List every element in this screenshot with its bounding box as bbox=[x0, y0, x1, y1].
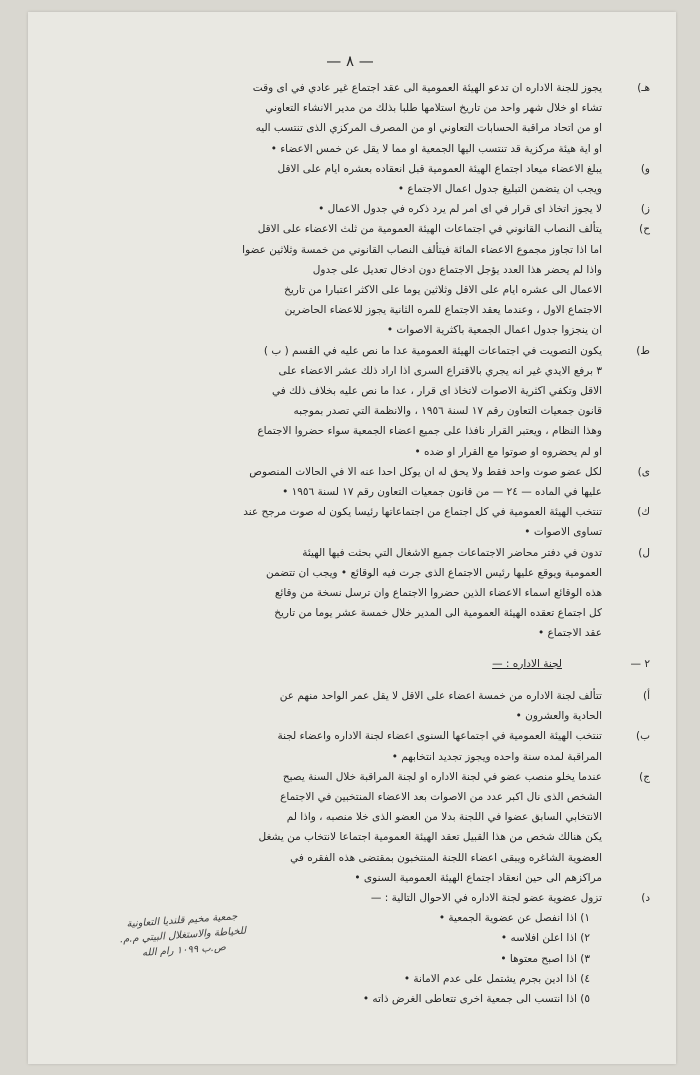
clause-marker: ى) bbox=[637, 465, 650, 478]
clause-waw bbox=[50, 159, 650, 199]
condition-item: ٤) اذا ادين بجرم يشتمل على عدم الامانة • bbox=[403, 972, 590, 985]
clause-line: اما اذا تجاوز مجموع الاعضاء المائة فيتألف النصاب القانوني من خمسة وثلاثين عضوا bbox=[242, 243, 602, 256]
clause-line: الاقل وتكفي اكثرية الاصوات لاتخاذ اى قرار ، عدا ما نص عليه بخلاف ذلك في bbox=[271, 385, 602, 398]
clause-marker: أ) bbox=[642, 689, 650, 702]
clause-line: ٣ برفع الايدي غير انه يجري بالاقتراع السرى اذا اراد ذلك عشر الاعضاء على bbox=[278, 364, 602, 377]
clause-line: تتألف لجنة الاداره من خمسة اعضاء على الاقل لا يقل عمر الواحد منهم عن bbox=[279, 689, 602, 702]
clause-marker: ز) bbox=[640, 203, 650, 216]
condition-item: ٢) اذا اعلن افلاسه • bbox=[500, 932, 590, 945]
clause-line: يجوز للجنة الاداره ان تدعو الهيئة العمومية الى عقد اجتماع غير عادي في اى وقت bbox=[252, 82, 602, 94]
section-title: لجنة الاداره : — bbox=[492, 657, 562, 670]
clause-line: ويجب ان يتضمن التبليغ جدول اعمال الاجتماع • bbox=[397, 183, 602, 196]
condition-item: ٥) اذا انتسب الى جمعية اخرى تتعاطى الغرض ذاته • bbox=[362, 992, 590, 1005]
clause-line: المراقبة لمده سنة واحده ويجوز تجديد انتخابهم • bbox=[391, 750, 602, 763]
clause-line: او من اتحاد مراقبة الحسابات التعاوني او من المصرف المركزي الذى تنتسب اليه bbox=[255, 122, 602, 135]
clause-line: الاجتماع الاول ، وعندما يعقد الاجتماع للمره الثانية يجوز للاعضاء الحاضرين bbox=[284, 304, 602, 317]
clause-kaf bbox=[50, 502, 650, 542]
clause-line: عقد الاجتماع • bbox=[537, 627, 602, 640]
clause-marker: ل) bbox=[638, 546, 650, 559]
clause-line: كل اجتماع تعقده الهيئة العمومية الى المدير خلال خمسة عشر يوما من تاريخ bbox=[274, 607, 602, 620]
clause-line: تدون في دفتر محاضر الاجتماعات جميع الاشغال التي بحثت فيها الهيئة bbox=[302, 546, 602, 559]
page-number: — ٨ — bbox=[326, 52, 374, 70]
clause-line: الانتخابي السابق عضوا في اللجنة بدلا من العضو الذى خلا منصبه ، واذا لم bbox=[286, 811, 602, 824]
clause-line: تنتخب الهيئة العمومية في كل اجتماع من اجتماعاتها رئيسا يكون له صوت مرجح عند bbox=[243, 506, 602, 519]
section-number: ٢ — bbox=[630, 657, 650, 670]
clause-line: يكن هنالك شخص من هذا القبيل تعقد الهيئة العمومية اجتماعا لانتخاب من يشغل bbox=[258, 831, 602, 844]
stamp-line: للخياطة والاستغلال البيتي م.م. bbox=[119, 925, 247, 946]
clause-line: قانون جمعيات التعاون رقم ١٧ لسنة ١٩٥٦ ، والانظمة التي تصدر بموجبه bbox=[293, 405, 602, 418]
document-body bbox=[50, 78, 650, 1009]
stamp-line: ص.ب ١٠٩٩ رام الله bbox=[141, 942, 227, 959]
clause-line: او لم يحضروه او صوتوا مع القرار او ضده • bbox=[414, 445, 602, 458]
clause-line: لا يجوز اتخاذ اى قرار في اى امر لم يرد ذكره في جدول الاعمال • bbox=[318, 203, 602, 216]
clause-line: الشخص الذى نال اكبر عدد من الاصوات بعد الاعضاء المنتخبين في الاجتماع bbox=[280, 790, 602, 803]
clause-ha bbox=[50, 219, 650, 340]
clause-line: العضوية الشاغره ويبقى اعضاء اللجنة المنتخبون بمقتضى هذه الفقره في bbox=[290, 851, 602, 864]
clause-marker: ج) bbox=[639, 770, 650, 783]
clause-marker: هـ) bbox=[637, 82, 650, 94]
clause-dal bbox=[50, 888, 650, 908]
clause-jim bbox=[50, 767, 650, 888]
clause-line: يتألف النصاب القانوني في اجتماعات الهيئة العمومية من ثلث الاعضاء على الاقل bbox=[257, 223, 602, 236]
clause-line: العمومية ويوقع عليها رئيس الاجتماع الذى جرت فيه الوقائع • ويجب ان تتضمن bbox=[265, 566, 602, 579]
clause-zay bbox=[50, 199, 650, 219]
clause-ta bbox=[50, 341, 650, 462]
clause-line: يكون التصويت في اجتماعات الهيئة العمومية عدا ما نص عليه في القسم ( ب ) bbox=[263, 344, 602, 357]
clause-line: واذا لم يحضر هذا العدد يؤجل الاجتماع دون ادخال تعديل على جدول bbox=[312, 263, 602, 276]
clause-marker: ح) bbox=[639, 223, 650, 236]
clause-marker: ط) bbox=[636, 344, 650, 357]
clause-line: الاعمال الى عشره ايام على الاقل وثلاثين يوما على الاكثر اعتبارا من تاريخ bbox=[284, 284, 602, 297]
clause-line: عندما يخلو منصب عضو في لجنة الاداره او لجنة المراقبة خلال السنة يصبح bbox=[282, 770, 602, 783]
condition-item: ٣) اذا اصبح معتوها • bbox=[500, 952, 590, 965]
clause-line: لكل عضو صوت واحد فقط ولا يحق له ان يوكل احدا عنه الا في الحالات المنصوص bbox=[249, 465, 602, 478]
clause-alif bbox=[50, 686, 650, 726]
clause-line: تزول عضوية عضو لجنة الاداره في الاحوال التالية : — bbox=[370, 891, 602, 904]
clause-lam bbox=[50, 543, 650, 644]
stamp-line: جمعية مخيم قلنديا التعاونية bbox=[126, 911, 238, 930]
clause-line: تنتخب الهيئة العمومية في اجتماعها السنوى اعضاء لجنة الاداره واعضاء لجنة bbox=[277, 730, 602, 743]
clause-line: مراكزهم الى حين انعقاد اجتماع الهيئة العمومية السنوى • bbox=[354, 871, 602, 884]
clause-line: وهذا النظام ، ويعتبر القرار نافذا على جميع اعضاء الجمعية سواء حضروا الاجتماع bbox=[257, 425, 602, 438]
clause-marker: ك) bbox=[637, 506, 650, 519]
clause-he bbox=[50, 78, 650, 159]
clause-line: الحادية والعشرون • bbox=[515, 710, 602, 723]
clause-ba bbox=[50, 726, 650, 766]
condition-item: ١) اذا انفصل عن عضوية الجمعية • bbox=[438, 912, 590, 925]
clause-line: يبلغ الاعضاء ميعاد اجتماع الهيئة العمومية قبل انعقاده بعشره ايام على الاقل bbox=[277, 162, 602, 175]
clause-marker: و) bbox=[640, 162, 650, 175]
clause-line: تساوى الاصوات • bbox=[524, 526, 602, 539]
section-heading bbox=[50, 654, 650, 674]
clause-line: او اية هيئة مركزية قد تنتسب اليها الجمعية او مما لا يقل عن خمس الاعضاء • bbox=[270, 142, 602, 155]
clause-line: تشاء او خلال شهر واحد من تاريخ استلامها طلبا بذلك من مدير الانشاء التعاوني bbox=[265, 102, 602, 115]
clause-marker: د) bbox=[641, 891, 650, 904]
clause-marker: ب) bbox=[636, 730, 650, 743]
clause-line: هذه الوقائع اسماء الاعضاء الذين حضروا الاجتماع وان ترسل نسخة من وقائع bbox=[274, 587, 602, 600]
clause-ya bbox=[50, 462, 650, 502]
clause-line: ان ينجزوا جدول اعمال الجمعية باكثرية الاصوات • bbox=[386, 324, 602, 337]
clause-line: عليها في الماده — ٢٤ — من قانون جمعيات التعاون رقم ١٧ لسنة ١٩٥٦ • bbox=[282, 486, 602, 499]
